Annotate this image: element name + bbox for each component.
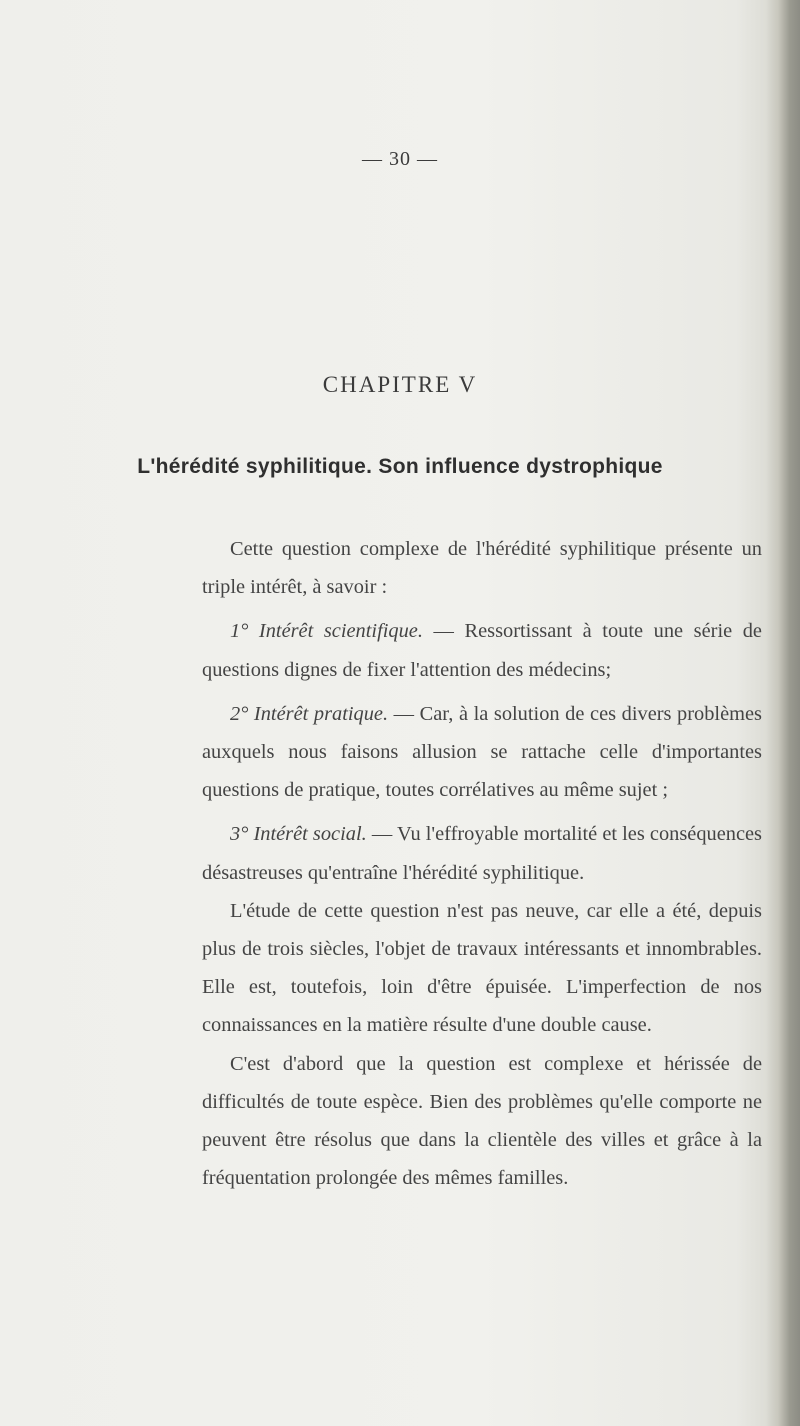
- paragraph-text: — Vu l'effroyable mortalité et les conséquences désastreuses qu'entraîne l'hérédité syphilitique.: [202, 823, 762, 884]
- paragraph-text: C'est d'abord que la question est complexe et hérissée de difficultés de toute espèce. Bien des problèmes qu'elle comporte ne peuvent être résolus que dans la clientèle des villes et grâce à la fréquentation prolongée des mêmes familles.: [202, 1052, 762, 1190]
- paragraph-text: — Car, à la solution de ces divers problèmes auxquels nous faisons allusion se rattache celle d'importantes questions de pratique, toutes corrélatives au même sujet ;: [202, 702, 762, 802]
- paragraph-practical-interest: [202, 695, 762, 810]
- paragraph-study: [202, 892, 762, 1045]
- paragraph-scientific-interest: [202, 612, 762, 688]
- paragraph-intro: [202, 530, 762, 606]
- paragraph-lead: 3° Intérêt social.: [230, 823, 367, 846]
- paragraph-lead: 2° Intérêt pratique.: [230, 702, 389, 725]
- paragraph-text: — Ressortissant à toute une série de questions dignes de fixer l'attention des médecins;: [202, 620, 762, 681]
- paragraph-complexity: [202, 1045, 762, 1198]
- page-number: — 30 —: [362, 148, 438, 170]
- section-heading: L'hérédité syphilitique. Son influence dystrophique: [137, 455, 663, 478]
- chapter-title: CHAPITRE V: [322, 372, 478, 397]
- page-binding-edge: [766, 0, 800, 1426]
- paragraph-text: L'étude de cette question n'est pas neuve, car elle a été, depuis plus de trois siècles, l'objet de travaux intéressants et innombrables. Elle est, toutefois, loin d'être épuisée. L'imperfection de nos connaissances en la matière résulte d'une double cause.: [202, 899, 762, 1037]
- paragraph-lead: 1° Intérêt scientifique.: [230, 620, 423, 643]
- paragraph-social-interest: [202, 815, 762, 891]
- body-text: [202, 524, 762, 1197]
- paragraph-text: Cette question complexe de l'hérédité syphilitique présente un triple intérêt, à savoir :: [202, 538, 762, 599]
